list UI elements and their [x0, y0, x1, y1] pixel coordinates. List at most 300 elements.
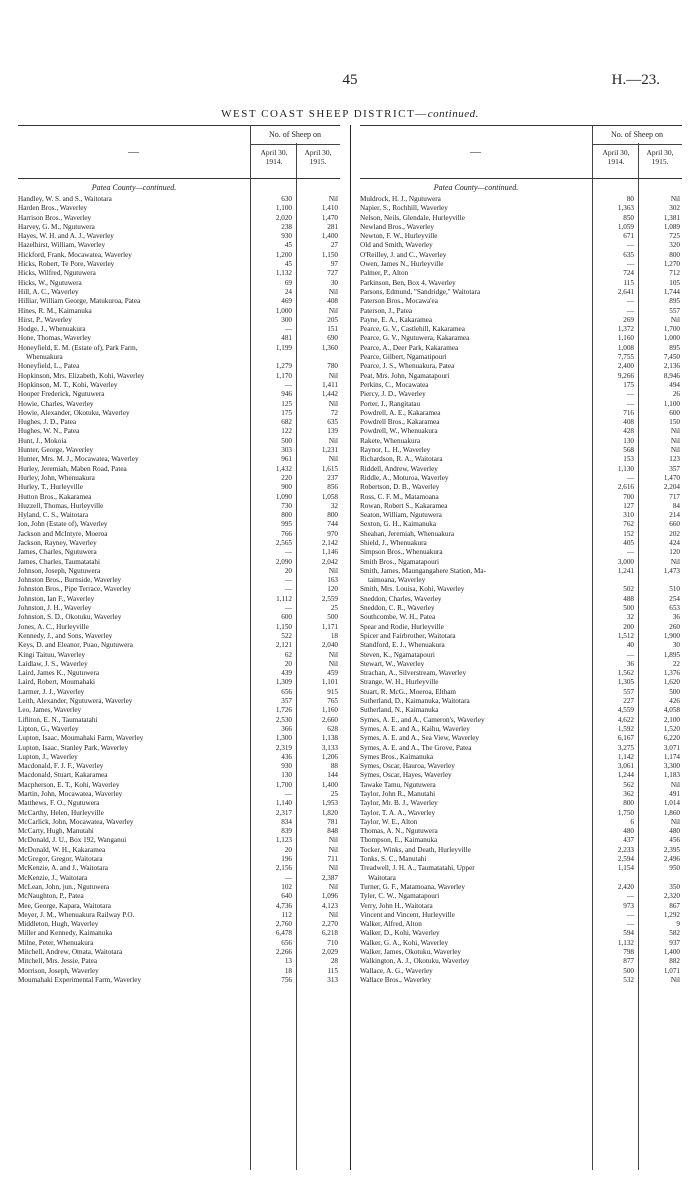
sheep-1914: 238: [281, 222, 292, 231]
owner-name: Symes, A. E., and A., Cameron's, Waverley: [360, 715, 485, 724]
sheep-1914: 2,400: [617, 362, 634, 371]
table-row: [360, 781, 682, 790]
owner-name: Hopkinson, Mrs. Elizabeth, Kohi, Waverley: [18, 371, 145, 380]
sheep-1914: 153: [623, 455, 634, 464]
table-row: [360, 744, 682, 753]
owner-name: Taylor, John R., Manutahi: [360, 790, 436, 798]
table-row: [360, 446, 682, 455]
sheep-1915: 115: [327, 966, 338, 975]
table-row: [360, 651, 682, 660]
table-row: [18, 781, 340, 790]
table-row: [18, 846, 340, 855]
owner-name: Honeyfield, E. M. (Estate of), Park Farm,: [18, 343, 138, 352]
owner-name: Powdrell, A. E., Kakaramea: [360, 408, 441, 417]
sheep-1915: Nil: [328, 845, 338, 854]
header-dash: —: [470, 146, 481, 158]
table-row: [18, 883, 340, 892]
sheep-1914: 930: [281, 762, 292, 771]
sheep-1914: 1,112: [276, 594, 292, 603]
sheep-1915: 27: [330, 241, 338, 250]
sheep-1914: —: [284, 873, 292, 882]
owner-name: Pearce, Gilbert, Ngamatipouri: [360, 353, 447, 362]
sheep-1914: 130: [623, 436, 634, 445]
sheep-1915: 1,442: [321, 390, 338, 399]
owner-name: Sutherland, N., Kaimanuka: [360, 706, 439, 715]
title-text: WEST COAST SHEEP DISTRICT—: [221, 108, 428, 120]
sheep-1915: 2,029: [321, 948, 338, 957]
owner-name: Hines, R. M., Kaimanuka: [18, 306, 92, 315]
owner-name: Robertson, D. B., Waverley: [360, 483, 440, 492]
sheep-1915: 491: [669, 790, 680, 798]
table-row: [18, 260, 340, 269]
sheep-1914: 62: [284, 650, 292, 659]
sheep-1914: —: [626, 650, 634, 659]
sheep-1914: 946: [281, 390, 292, 399]
owner-name: Mee, George, Kapara, Waitotara: [18, 901, 111, 910]
sheep-1915: 214: [669, 511, 680, 520]
sheep-1914: 40: [626, 641, 634, 650]
table-row: [18, 539, 340, 548]
sheep-1915: 800: [669, 250, 680, 259]
owner-name: Johnston, J. H., Waverley: [18, 604, 92, 613]
sheep-1915: 459: [327, 669, 338, 678]
sheep-1914: 800: [623, 799, 634, 808]
table-row: [360, 297, 682, 306]
sheep-1914: 834: [281, 817, 292, 826]
sheep-1914: 115: [623, 278, 634, 287]
sheep-1915: 3,133: [321, 743, 338, 752]
sheep-1914: 6,478: [275, 929, 292, 938]
owner-name: Seaton, William, Ngutuwera: [360, 511, 442, 520]
table-row: [360, 325, 682, 334]
header-col-1915: April 30, 1915.: [304, 148, 332, 166]
table-row: [18, 855, 340, 864]
owner-name: Tonks, S. C., Manutahi: [360, 855, 427, 864]
table-row: [18, 316, 340, 325]
table-row: [360, 381, 682, 390]
sheep-1914: 850: [623, 213, 634, 222]
sheep-1914: —: [284, 604, 292, 613]
table-row: [18, 790, 340, 799]
sheep-1915: 84: [672, 501, 680, 510]
owner-name: Muldrock, H. J., Ngutuwera: [360, 195, 441, 203]
owner-name: Rowan, Robert S., Kakaramea: [360, 501, 448, 510]
owner-name: Harvey, G. M., Ngutuwera: [18, 222, 95, 231]
owner-name: Sneddon, C. R., Waverley: [360, 604, 435, 613]
sheep-1914: 480: [623, 827, 634, 836]
table-row: [18, 353, 340, 362]
sheep-1915: 88: [330, 762, 338, 771]
table-row: [360, 353, 682, 362]
owner-name: Waitotara: [368, 873, 396, 882]
sheep-1915: 1,101: [321, 678, 338, 687]
document-reference: H.—23.: [611, 72, 660, 88]
sheep-1915: 150: [669, 418, 680, 427]
sheep-1914: 2,266: [275, 948, 292, 957]
table-row: [18, 595, 340, 604]
sheep-1915: 408: [327, 297, 338, 306]
sheep-1914: 1,140: [275, 799, 292, 808]
sheep-1914: 656: [281, 687, 292, 696]
sheep-1914: 900: [281, 483, 292, 492]
table-row: [18, 967, 340, 976]
sheep-1915: 970: [327, 529, 338, 538]
owner-name: Johnson, Joseph, Ngutuwera: [18, 566, 101, 575]
sheep-1915: 744: [327, 520, 338, 529]
sheep-1914: —: [284, 790, 292, 798]
table-row: [360, 344, 682, 353]
owner-name: Thomas, A. N., Ngutuwera: [360, 827, 438, 836]
sheep-1914: 127: [623, 501, 634, 510]
sheep-1914: 3,000: [617, 557, 634, 566]
owner-name: Riddle, A., Moturoa, Waverley: [360, 473, 449, 482]
sheep-1915: 500: [327, 613, 338, 622]
sheep-1915: Nil: [670, 817, 680, 826]
sheep-1914: —: [284, 585, 292, 594]
sheep-1914: 1,170: [275, 371, 292, 380]
sheep-1915: 660: [669, 520, 680, 529]
header-col-1914: April 30, 1914.: [260, 148, 288, 166]
table-row: [18, 427, 340, 436]
sheep-1914: 1,150: [275, 622, 292, 631]
table-row: [360, 753, 682, 762]
table-row: [18, 483, 340, 492]
owner-name: Vincent and Vincent, Hurleyville: [360, 910, 455, 919]
sheep-1915: 1,150: [321, 250, 338, 259]
sheep-1915: 456: [669, 836, 680, 845]
table-row: [18, 892, 340, 901]
sheep-1915: 600: [669, 408, 680, 417]
owner-name: Honeyfield, L., Patea: [18, 362, 80, 371]
table-row: [18, 632, 340, 641]
owner-name: Macpherson, E. T., Kohi, Waverley: [18, 780, 120, 789]
table-row: [360, 576, 682, 585]
sheep-1915: 6,218: [321, 929, 338, 938]
sheep-1914: —: [284, 548, 292, 557]
owner-name: Tyler, C. W., Ngamatapouri: [360, 892, 440, 901]
sheep-1915: Nil: [328, 371, 338, 380]
table-row: [360, 520, 682, 529]
table-row: [360, 316, 682, 325]
sheep-1914: 2,420: [617, 882, 634, 891]
sheep-1914: 488: [623, 594, 634, 603]
owner-name: Hickford, Frank, Mocawatea, Waverley: [18, 250, 132, 259]
sheep-1914: —: [626, 306, 634, 315]
sheep-1915: 320: [669, 241, 680, 250]
header-dash: —: [128, 146, 139, 158]
sheep-1914: 1,142: [617, 752, 634, 761]
table-row: [360, 595, 682, 604]
owner-name: Hicks, Robert, Te Pore, Waverley: [18, 260, 115, 269]
sheep-1914: —: [626, 892, 634, 901]
sheep-1914: 716: [623, 408, 634, 417]
table-row: [18, 651, 340, 660]
sheep-1914: 756: [281, 975, 292, 984]
owner-name: Mitchell, Andrew, Omata, Waitotara: [18, 948, 123, 957]
table-row: [360, 771, 682, 780]
sheep-1914: 562: [623, 780, 634, 789]
table-row: [360, 929, 682, 938]
owner-name: Standford, E. J., Whenuakura: [360, 641, 445, 650]
table-row: [18, 623, 340, 632]
owner-name: Walker, James, Okotuku, Waverley: [360, 948, 462, 957]
owner-name: Paterson Bros., Mocawa'ea: [360, 297, 438, 306]
sheep-1915: 1,360: [321, 343, 338, 352]
sheep-1914: 1,059: [617, 222, 634, 231]
sheep-1914: 762: [623, 520, 634, 529]
sheep-1914: 1,132: [617, 938, 634, 947]
sheep-1915: Nil: [328, 287, 338, 296]
sheep-1914: 1,090: [275, 492, 292, 501]
sheep-1915: 1,953: [321, 799, 338, 808]
table-row: [18, 400, 340, 409]
sheep-1915: 237: [327, 473, 338, 482]
sheep-1914: 671: [623, 232, 634, 241]
sheep-1915: 25: [330, 790, 338, 798]
sheep-1915: 1,400: [663, 948, 680, 957]
table-row: [360, 809, 682, 818]
sheep-1915: 628: [327, 724, 338, 733]
sheep-1915: 120: [669, 548, 680, 557]
sheep-1914: —: [284, 325, 292, 334]
left-subheading: Patea County—continued.: [91, 183, 177, 192]
table-row: [360, 957, 682, 966]
sheep-1915: 690: [327, 334, 338, 343]
table-row: [18, 716, 340, 725]
owner-name: Spicer and Fairbrother, Waitotara: [360, 631, 456, 640]
sheep-1914: 4,736: [275, 901, 292, 910]
table-row: [18, 976, 340, 985]
owner-name: Hurley, Jeremiah, Maben Road, Patea: [18, 464, 127, 473]
table-row: [360, 967, 682, 976]
table-row: [18, 520, 340, 529]
sheep-1915: Nil: [328, 566, 338, 575]
sheep-1914: 2,317: [275, 808, 292, 817]
table-row: [360, 660, 682, 669]
owner-name: Huzzell, Thomas, Hurleyville: [18, 501, 104, 510]
sheep-1914: 630: [281, 195, 292, 203]
table-row: [360, 307, 682, 316]
sheep-1914: 557: [623, 687, 634, 696]
owner-name: Payne, E. A., Kakaramea: [360, 315, 433, 324]
header-col-1914: April 30, 1914.: [602, 148, 630, 166]
sheep-1914: 1,160: [617, 334, 634, 343]
owner-name: Jackson and McIntyre, Moeroa: [18, 529, 108, 538]
sheep-1914: 594: [623, 929, 634, 938]
sheep-1915: 7,450: [663, 353, 680, 362]
table-row: [360, 948, 682, 957]
sheep-1914: 227: [623, 697, 634, 706]
sheep-1914: 4,622: [617, 715, 634, 724]
sheep-1914: 1,726: [275, 706, 292, 715]
sheep-1914: —: [284, 576, 292, 585]
sheep-1914: 2,233: [617, 845, 634, 854]
table-row: [360, 567, 682, 576]
sheep-1915: 895: [669, 297, 680, 306]
sheep-1914: 4,559: [617, 706, 634, 715]
table-row: [18, 511, 340, 520]
owner-name: Johnston, Ian F., Waverley: [18, 594, 95, 603]
sheep-1915: 1,400: [321, 232, 338, 241]
table-row: [360, 874, 682, 883]
table-row: [18, 362, 340, 371]
sheep-1914: 640: [281, 892, 292, 901]
table-row: [18, 381, 340, 390]
owner-name: Larmer, J. J., Waverley: [18, 687, 85, 696]
sheep-1915: 357: [669, 464, 680, 473]
owner-name: Kennedy, J., and Sons, Waverley: [18, 631, 113, 640]
table-row: [360, 697, 682, 706]
sheep-1915: 2,100: [663, 715, 680, 724]
owner-name: Johnston, S. D., Okotuku, Waverley: [18, 613, 122, 622]
owner-name: Martin, John, Mocawatea, Waverley: [18, 790, 123, 798]
table-row: [18, 279, 340, 288]
sheep-1915: Nil: [670, 975, 680, 984]
table-row: [18, 771, 340, 780]
sheep-1914: 682: [281, 418, 292, 427]
table-row: [18, 836, 340, 845]
table-row: [360, 437, 682, 446]
table-row: [18, 688, 340, 697]
sheep-1915: 1,096: [321, 892, 338, 901]
table-row: [360, 818, 682, 827]
table-row: [18, 418, 340, 427]
owner-name: Morrison, Joseph, Waverley: [18, 966, 99, 975]
owner-name: Lupton, Isaac, Moumahaki Farm, Waverley: [18, 734, 144, 743]
owner-name: Powdrell Bros., Kakaramea: [360, 418, 440, 427]
table-row: [18, 567, 340, 576]
table-row: [360, 725, 682, 734]
sheep-1915: Nil: [328, 195, 338, 203]
owner-name: McKenzie, J., Waitotara: [18, 873, 88, 882]
table-row: [18, 530, 340, 539]
table-row: [18, 269, 340, 278]
table-row: [18, 437, 340, 446]
sheep-1915: Nil: [328, 659, 338, 668]
sheep-1914: 877: [623, 957, 634, 966]
table-row: [18, 297, 340, 306]
sheep-1915: 105: [669, 278, 680, 287]
sheep-1915: 4,123: [321, 901, 338, 910]
table-row: [360, 669, 682, 678]
owner-name: Taylor, Mr. B. J., Waverley: [360, 799, 438, 808]
table-row: [18, 493, 340, 502]
sheep-1915: Nil: [328, 864, 338, 873]
table-row: [360, 511, 682, 520]
table-row: [18, 446, 340, 455]
table-row: [360, 372, 682, 381]
sheep-1914: 1,244: [617, 771, 634, 780]
sheep-1914: —: [626, 473, 634, 482]
sheep-1915: 120: [327, 585, 338, 594]
table-row: [360, 939, 682, 948]
owner-name: Parsons, Edmund, "Sandridge," Waitotara: [360, 287, 481, 296]
sheep-1914: 20: [284, 566, 292, 575]
table-row: [360, 585, 682, 594]
sheep-1914: 2,020: [275, 213, 292, 222]
owner-name: Raynor, L. H., Waverley: [360, 446, 431, 455]
owner-name: Pearce, G. V., Castlehill, Kakaramea: [360, 325, 465, 334]
sheep-1915: 1,520: [663, 724, 680, 733]
sheep-1915: 26: [672, 390, 680, 399]
sheep-1914: —: [626, 399, 634, 408]
owner-name: Hutton Bros., Kakaramea: [18, 492, 92, 501]
sheep-1914: 2,760: [275, 920, 292, 929]
owner-name: Owen, James N., Hurleyville: [360, 260, 444, 269]
table-row: [360, 734, 682, 743]
sheep-1915: 9: [676, 920, 680, 929]
sheep-1914: 6,167: [617, 734, 634, 743]
sheep-1915: 25: [330, 604, 338, 613]
owner-name: Jackson, Rayney, Waverley: [18, 538, 97, 547]
sheep-1915: Nil: [328, 836, 338, 845]
table-row: [360, 279, 682, 288]
owner-name: Johnston Bros., Burnside, Waverley: [18, 576, 122, 585]
table-row: [360, 836, 682, 845]
sheep-1915: 1,620: [663, 678, 680, 687]
sheep-1914: 130: [281, 771, 292, 780]
sheep-1914: 357: [281, 697, 292, 706]
sheep-1915: Nil: [670, 557, 680, 566]
sheep-1915: 1,231: [321, 446, 338, 455]
owner-name: Leith, Alexander, Ngutuwera, Waverley: [18, 697, 133, 706]
sheep-1915: 1,470: [321, 213, 338, 222]
sheep-1914: —: [626, 910, 634, 919]
sheep-1915: 2,559: [321, 594, 338, 603]
owner-name: Verry, John H., Waitotara: [360, 901, 433, 910]
owner-name: Ion, John (Estate of), Waverley: [18, 520, 108, 529]
table-row: [360, 641, 682, 650]
table-row: [18, 251, 340, 260]
sheep-1914: 800: [281, 511, 292, 520]
sheep-1914: 766: [281, 529, 292, 538]
sheep-1915: 2,270: [321, 920, 338, 929]
table-row: [18, 660, 340, 669]
owner-name: Pearce, A., Deer Park, Kakaramea: [360, 343, 459, 352]
sheep-1915: 494: [669, 380, 680, 389]
table-row: [18, 809, 340, 818]
owner-name: James, Charles, Ngutuwera: [18, 548, 97, 557]
sheep-1915: 1,100: [663, 399, 680, 408]
table-row: [360, 623, 682, 632]
table-row: [18, 827, 340, 836]
sheep-1914: —: [626, 241, 634, 250]
sheep-1914: 102: [281, 882, 292, 891]
table-row: [18, 920, 340, 929]
table-row: [18, 753, 340, 762]
right-table-header: [360, 125, 682, 179]
owner-name: Steven, K., Ngamatapouri: [360, 650, 435, 659]
sheep-1914: 220: [281, 473, 292, 482]
sheep-1915: Nil: [328, 306, 338, 315]
owner-name: Smith, James, Maungangahere Station, Ma-: [360, 566, 486, 575]
page-number: 45: [342, 72, 358, 88]
sheep-1915: 765: [327, 697, 338, 706]
sheep-1915: Nil: [670, 195, 680, 203]
sheep-1914: 1,372: [617, 325, 634, 334]
table-row: [18, 465, 340, 474]
sheep-1914: 32: [626, 613, 634, 622]
owner-name: Palmer, P., Alton: [360, 269, 409, 278]
table-row: [360, 232, 682, 241]
sheep-1914: 2,090: [275, 557, 292, 566]
sheep-1914: 995: [281, 520, 292, 529]
owner-name: Symes Bros., Kaimanuka: [360, 752, 434, 761]
table-row: [18, 613, 340, 622]
table-row: [360, 678, 682, 687]
sheep-1915: 1,071: [663, 966, 680, 975]
table-row: [18, 204, 340, 213]
